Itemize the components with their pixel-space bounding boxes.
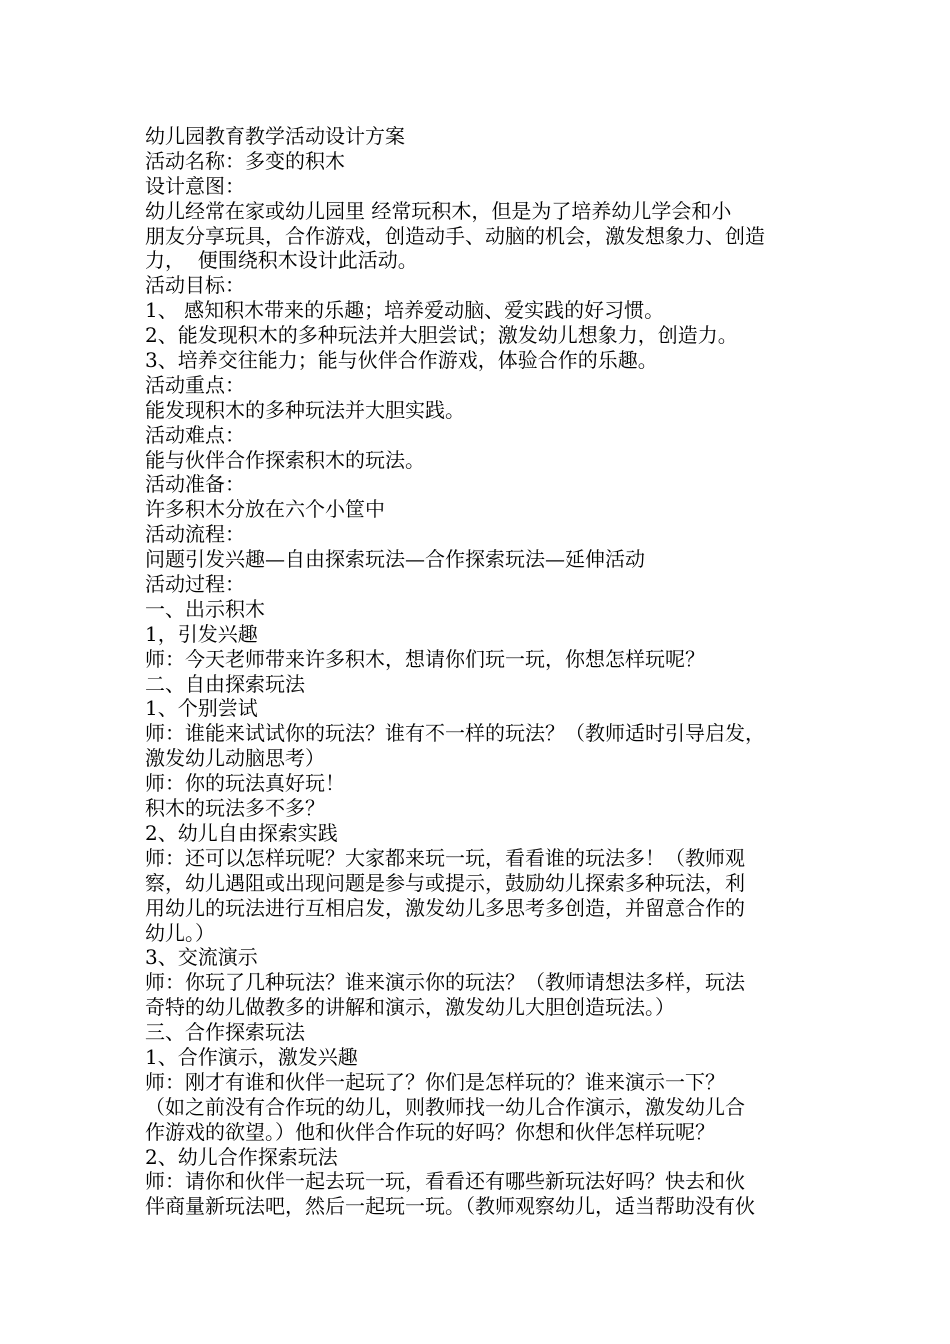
section-heading-key-point: 活动重点： (145, 372, 245, 397)
subsection-heading: 二、自由探索玩法 (145, 671, 305, 696)
step-heading: 1、个别尝试 (145, 696, 258, 721)
paragraph-line: 师：还可以怎样玩呢？大家都来玩一玩，看看谁的玩法多！（教师观 (145, 845, 745, 870)
paragraph-line: 能发现积木的多种玩法并大胆实践。 (145, 397, 465, 422)
paragraph-line: 许多积木分放在六个小筐中 (145, 497, 385, 522)
document-body (145, 124, 835, 1219)
paragraph-line: 察，幼儿遇阻或出现问题是参与或提示，鼓励幼儿探索多种玩法，利 (145, 870, 745, 895)
goal-item: 1、 感知积木带来的乐趣；培养爱动脑、爱实践的好习惯。 (145, 298, 665, 323)
goal-item: 2、能发现积木的多种玩法并大胆尝试；激发幼儿想象力，创造力。 (145, 323, 738, 348)
paragraph-line: 作游戏的欲望。）他和伙伴合作玩的好吗？你想和伙伴怎样玩呢？ (145, 1119, 715, 1144)
paragraph-line: 师：请你和伙伴一起去玩一玩，看看还有哪些新玩法好吗？快去和伙 (145, 1169, 745, 1194)
subsection-heading: 三、合作探索玩法 (145, 1020, 305, 1045)
paragraph-line: 幼儿经常在家或幼儿园里 经常玩积木，但是为了培养幼儿学会和小 (145, 198, 732, 223)
paragraph-line: 力， 便围绕积木设计此活动。 (145, 248, 418, 273)
paragraph-line: 用幼儿的玩法进行互相启发，激发幼儿多思考多创造，并留意合作的 (145, 895, 745, 920)
step-heading: 1，引发兴趣 (145, 621, 258, 646)
paragraph-line: 伴商量新玩法吧，然后一起玩一玩。（教师观察幼儿，适当帮助没有伙 (145, 1194, 755, 1219)
paragraph-line: 积木的玩法多不多？ (145, 796, 325, 821)
step-heading: 2、幼儿合作探索玩法 (145, 1144, 338, 1169)
goal-item: 3、培养交往能力；能与伙伴合作游戏，体验合作的乐趣。 (145, 348, 658, 373)
section-heading-difficulty: 活动难点： (145, 422, 245, 447)
section-heading-design-intent: 设计意图： (145, 173, 245, 198)
paragraph-line: 师：今天老师带来许多积木，想请你们玩一玩，你想怎样玩呢？ (145, 646, 705, 671)
paragraph-line: 朋友分享玩具，合作游戏，创造动手、动脑的机会，激发想象力、创造 (145, 223, 765, 248)
paragraph-line: 能与伙伴合作探索积木的玩法。 (145, 447, 425, 472)
paragraph-line: （如之前没有合作玩的幼儿，则教师找一幼儿合作演示，激发幼儿合 (145, 1094, 745, 1119)
section-heading-process: 活动过程： (145, 572, 245, 597)
activity-name: 活动名称：多变的积木 (145, 148, 345, 173)
section-heading-flow: 活动流程： (145, 522, 245, 547)
subsection-heading: 一、出示积木 (145, 596, 265, 621)
paragraph-line: 问题引发兴趣—自由探索玩法—合作探索玩法—延伸活动 (145, 547, 645, 572)
step-heading: 3、交流演示 (145, 945, 258, 970)
paragraph-line: 师：谁能来试试你的玩法？谁有不一样的玩法？（教师适时引导启发， (145, 721, 765, 746)
step-heading: 1、合作演示，激发兴趣 (145, 1044, 358, 1069)
paragraph-line: 师：刚才有谁和伙伴一起玩了？你们是怎样玩的？谁来演示一下？ (145, 1069, 725, 1094)
section-heading-preparation: 活动准备： (145, 472, 245, 497)
step-heading: 2、幼儿自由探索实践 (145, 820, 338, 845)
paragraph-line: 激发幼儿动脑思考） (145, 746, 325, 771)
paragraph-line: 奇特的幼儿做教多的讲解和演示，激发幼儿大胆创造玩法。） (145, 995, 675, 1020)
paragraph-line: 幼儿。） (145, 920, 215, 945)
doc-title: 幼儿园教育教学活动设计方案 (145, 124, 405, 148)
paragraph-line: 师：你的玩法真好玩！ (145, 771, 345, 796)
paragraph-line: 师：你玩了几种玩法？谁来演示你的玩法？（教师请想法多样，玩法 (145, 970, 745, 995)
section-heading-goals: 活动目标： (145, 273, 245, 298)
